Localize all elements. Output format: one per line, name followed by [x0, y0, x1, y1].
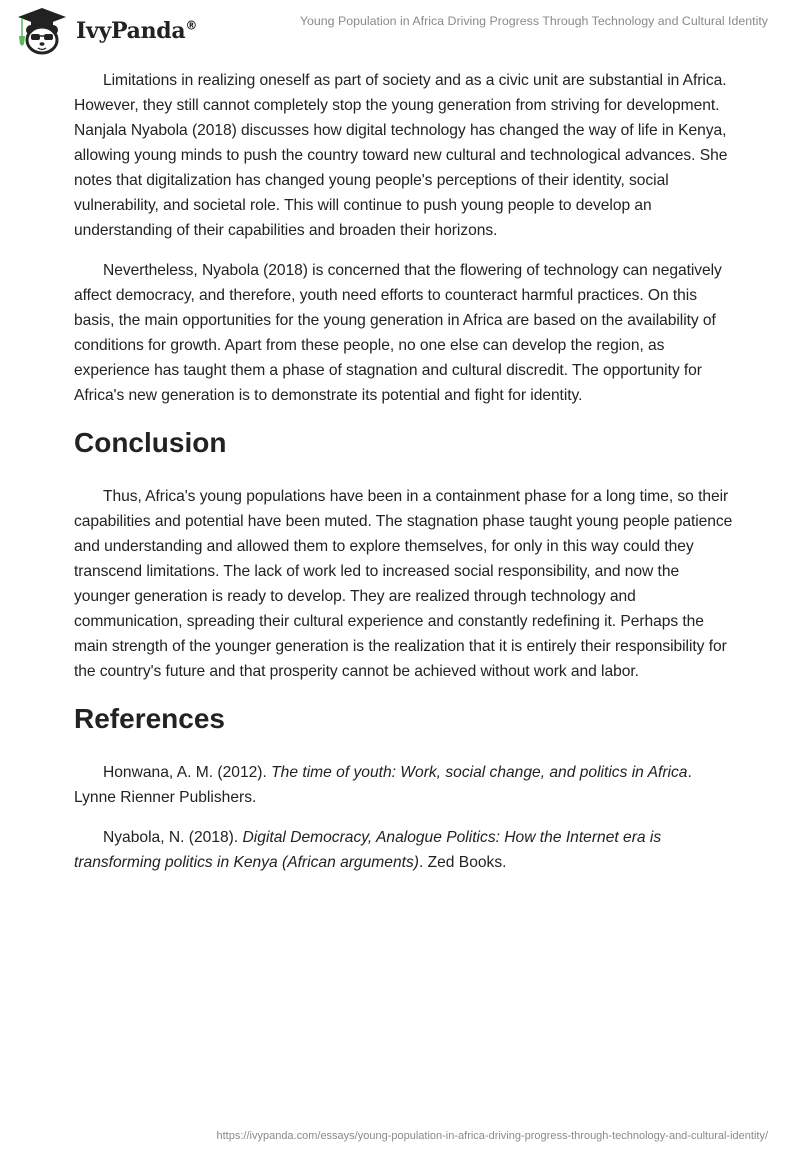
reference-title: Digital Democracy, Analogue Politics: How the Internet era is transforming politics in Kenya (African arguments)	[74, 829, 662, 871]
references-heading: References	[74, 703, 225, 734]
body-paragraph: Nevertheless, Nyabola (2018) is concerned that the flowering of technology can negatively affect democracy, and therefore, youth need efforts to counteract harmful practices. On this basis, the main opportunities for the young generation in Africa are based on the availability of conditions for growth. Apart from these people, no one else can develop the region, as experience has taught them a phase of stagnation and cultural discredit. The opportunity for Africa's new generation is to demonstrate its potential and fight for identity.	[74, 262, 722, 404]
essay-content	[74, 68, 734, 890]
ivypanda-logo[interactable]	[14, 6, 197, 56]
logo-text: IvyPanda®	[76, 18, 198, 44]
reference-item: Nyabola, N. (2018). Digital Democracy, Analogue Politics: How the Internet era is transforming politics in Kenya (African arguments). Zed Books.	[74, 829, 662, 871]
document-title: Young Population in Africa Driving Progress Through Technology and Cultural Identity	[299, 14, 768, 28]
conclusion-heading: Conclusion	[74, 427, 227, 458]
panda-graduate-icon	[14, 6, 70, 56]
reference-item: Honwana, A. M. (2012). The time of youth: Work, social change, and politics in Africa. Lynne Rienner Publishers.	[74, 764, 692, 806]
body-paragraph: Limitations in realizing oneself as part of society and as a civic unit are substantial in Africa. However, they still cannot completely stop the young generation from striving for development. Nanjala Nyabola (2018) discusses how digital technology has changed the way of life in Kenya, allowing young minds to push the country toward new cultural and technological advances. She notes that digitalization has changed young people's perceptions of their identity, social vulnerability, and societal role. This will continue to push young people to develop an understanding of their capabilities and broaden their horizons.	[74, 72, 728, 239]
source-url[interactable]: https://ivypanda.com/essays/young-population-in-africa-driving-progress-through-technology-and-cultural-identity/	[216, 1130, 768, 1142]
conclusion-paragraph: Thus, Africa's young populations have been in a containment phase for a long time, so their capabilities and potential have been muted. The stagnation phase taught young people patience and understanding and allowed them to explore themselves, for only in this way could they transcend limitations. The lack of work led to increased social responsibility, and now the younger generation is ready to develop. They are realized through technology and communication, spreading their cultural experience and constantly redefining it. Perhaps the main strength of the younger generation is the realization that it is entirely their responsibility for the country's future and that prosperity cannot be achieved without work and labor.	[74, 488, 733, 680]
page-header	[0, 0, 800, 60]
reference-title: The time of youth: Work, social change, and politics in Africa	[271, 764, 688, 781]
